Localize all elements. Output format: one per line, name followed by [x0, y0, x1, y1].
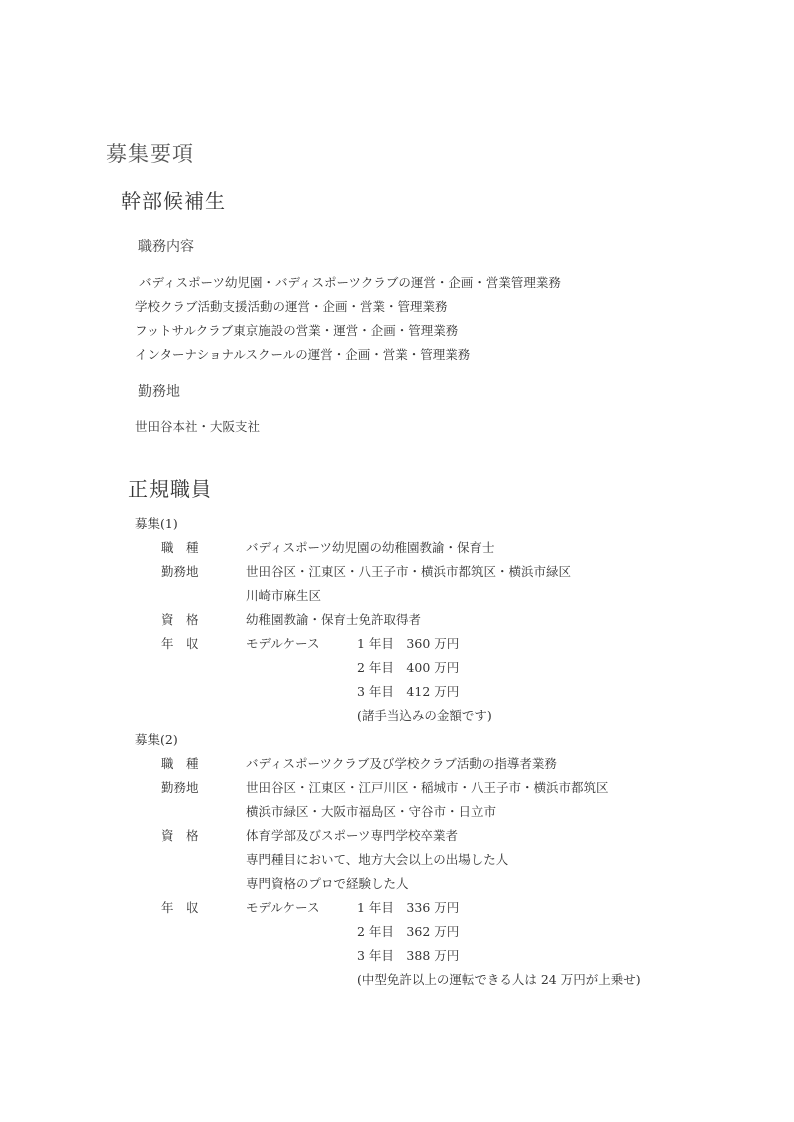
salary-year-1: 1 年目 360 万円 — [357, 636, 460, 651]
work-location-value: 世田谷区・江東区・八王子市・横浜市都筑区・横浜市緑区 — [246, 564, 572, 579]
job-type-label: 職 種 — [161, 756, 199, 771]
qualification-label: 資 格 — [161, 612, 199, 627]
page-title: 募集要項 — [106, 142, 194, 166]
duty-item: インターナショナルスクールの運営・企画・営業・管理業務 — [135, 347, 471, 362]
salary-year-2: 2 年目 362 万円 — [357, 924, 460, 939]
qualification-value: 専門種目において、地方大会以上の出場した人 — [246, 852, 509, 867]
recruitment-1-label: 募集(1) — [135, 516, 178, 531]
executive-heading: 幹部候補生 — [121, 189, 226, 213]
model-case-label: モデルケース — [246, 636, 320, 651]
work-location-value: 横浜市緑区・大阪市福島区・守谷市・日立市 — [246, 804, 497, 819]
location-value: 世田谷本社・大阪支社 — [135, 419, 261, 434]
salary-label: 年 収 — [161, 636, 199, 651]
duty-item: フットサルクラブ東京施設の営業・運営・企画・管理業務 — [135, 323, 459, 338]
job-type-label: 職 種 — [161, 540, 199, 555]
salary-year-1: 1 年目 336 万円 — [357, 900, 460, 915]
work-location-label: 勤務地 — [161, 564, 199, 579]
salary-year-3: 3 年目 412 万円 — [357, 684, 460, 699]
job-type-value: バディスポーツ幼児園の幼稚園教諭・保育士 — [246, 540, 495, 555]
duties-label: 職務内容 — [138, 239, 194, 255]
location-label: 勤務地 — [138, 384, 180, 400]
work-location-label: 勤務地 — [161, 780, 199, 795]
model-case-label: モデルケース — [246, 900, 320, 915]
qualification-label: 資 格 — [161, 828, 199, 843]
regular-heading: 正規職員 — [128, 477, 212, 501]
salary-year-3: 3 年目 388 万円 — [357, 948, 460, 963]
salary-year-2: 2 年目 400 万円 — [357, 660, 460, 675]
work-location-value: 世田谷区・江東区・江戸川区・稲城市・八王子市・横浜市都筑区 — [246, 780, 609, 795]
duty-item: バディスポーツ幼児園・バディスポーツクラブの運営・企画・営業管理業務 — [139, 275, 561, 290]
qualification-value: 幼稚園教諭・保育士免許取得者 — [246, 612, 422, 627]
salary-note: (諸手当込みの金額です) — [357, 708, 492, 723]
salary-note: (中型免許以上の運転できる人は 24 万円が上乗せ) — [357, 972, 641, 987]
work-location-value: 川崎市麻生区 — [246, 588, 322, 603]
qualification-value: 体育学部及びスポーツ専門学校卒業者 — [246, 828, 459, 843]
job-type-value: バディスポーツクラブ及び学校クラブ活動の指導者業務 — [246, 756, 557, 771]
qualification-value: 専門資格のプロで経験した人 — [246, 876, 409, 891]
salary-label: 年 収 — [161, 900, 199, 915]
recruitment-2-label: 募集(2) — [135, 732, 178, 747]
duty-item: 学校クラブ活動支援活動の運営・企画・営業・管理業務 — [135, 299, 448, 314]
